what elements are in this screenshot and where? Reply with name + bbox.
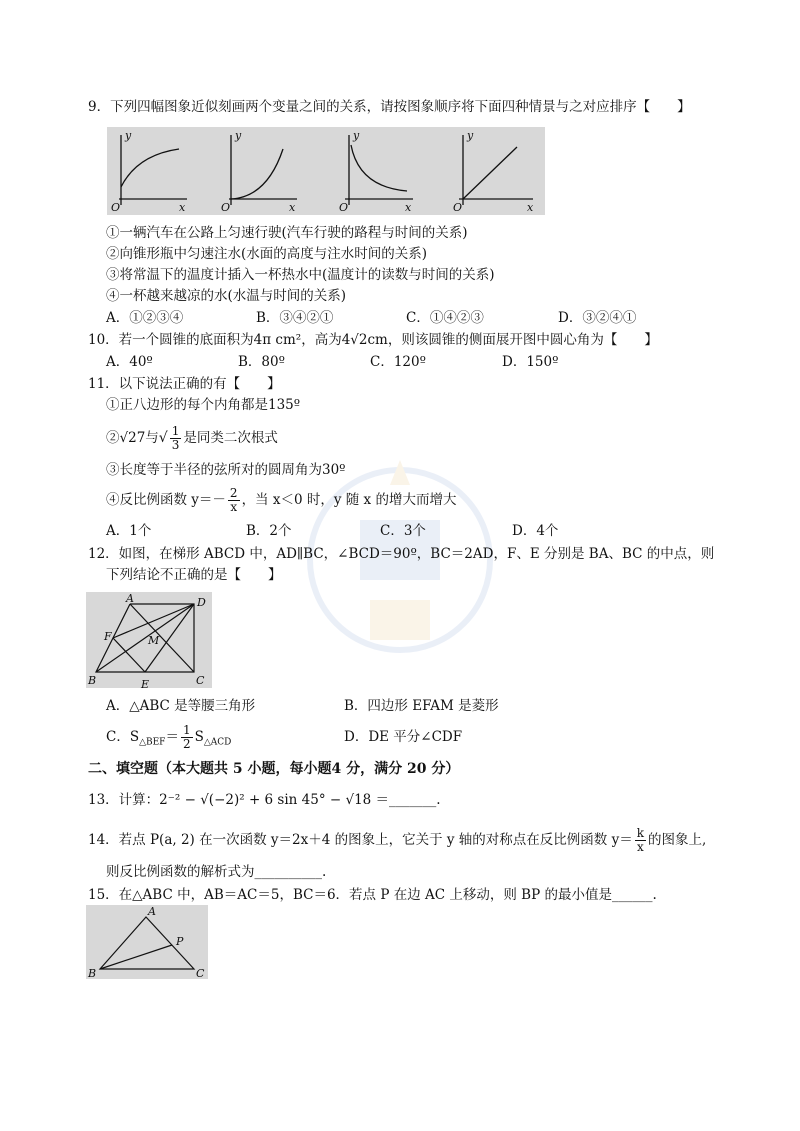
q9-situation-2: ②向锥形瓶中匀速注水(水面的高度与注水时间的关系) bbox=[106, 246, 428, 262]
q12-option-d: D．DE 平分∠CDF bbox=[344, 729, 463, 745]
q9-option-a: A．①②③④ bbox=[106, 310, 184, 326]
g2-x-label: x bbox=[289, 201, 296, 214]
g2-origin: O bbox=[221, 201, 231, 214]
q11-s4-fraction: $\frac{2}{x}$ bbox=[229, 486, 238, 514]
q11-statement-2: ②√27与√ $\frac{1}{3}$ 是同类二次根式 bbox=[106, 424, 278, 452]
q10-option-b: B．80º bbox=[238, 354, 285, 370]
q9-option-b: B．③④②① bbox=[256, 310, 334, 326]
q14-line1: 14．若点 P(a, 2) 在一次函数 y＝2x＋4 的图象上，它关于 y 轴的对称点在反比例函数 y＝ $\frac{k}{x}$ 的图象上, bbox=[88, 826, 707, 854]
q9-situation-1: ①一辆汽车在公路上匀速行驶(汽车行驶的路程与时间的关系) bbox=[106, 225, 468, 241]
q11-s2-fraction: $\frac{1}{3}$ bbox=[171, 424, 180, 452]
g4-x-label: x bbox=[527, 201, 534, 214]
q12-stem-line2: 下列结论不正确的是【 】 bbox=[106, 567, 282, 583]
q11-statement-3: ③长度等于半径的弦所对的圆周角为30º bbox=[106, 462, 346, 478]
q9-stem: 9．下列四幅图象近似刻画两个变量之间的关系，请按图象顺序将下面四种情景与之对应排序【 】 bbox=[88, 99, 691, 115]
q9-graphs bbox=[107, 127, 545, 215]
q15-label-a: A bbox=[148, 905, 156, 918]
q11-option-a: A．1个 bbox=[106, 523, 152, 539]
q10-stem: 10．若一个圆锥的底面积为4π cm²，高为4√2cm，则该圆锥的侧面展开图中圆心角为【 】 bbox=[88, 332, 658, 348]
g4-y-label: y bbox=[467, 129, 474, 142]
q9-option-c: C．①④②③ bbox=[406, 310, 484, 326]
q12-stem-line1: 12．如图，在梯形 ABCD 中，AD∥BC，∠BCD＝90º，BC＝2AD，F、E 分别是 BA、BC 的中点，则 bbox=[88, 546, 715, 562]
q12-option-a: A．△ABC 是等腰三角形 bbox=[106, 698, 256, 714]
q12-trapezoid-figure bbox=[86, 592, 212, 688]
g4-origin: O bbox=[453, 201, 463, 214]
q15-label-c: C bbox=[196, 967, 205, 979]
q15-text: 15．在△ABC 中，AB＝AC＝5，BC＝6．若点 P 在边 AC 上移动，则 BP 的最小值是______. bbox=[88, 887, 657, 903]
q15-label-b: B bbox=[88, 967, 97, 979]
q10-option-c: C．120º bbox=[370, 354, 426, 370]
q12-label-f: F bbox=[104, 630, 112, 643]
q12-label-b: B bbox=[88, 674, 97, 687]
q12-option-b: B．四边形 EFAM 是菱形 bbox=[344, 698, 499, 714]
q9-situation-3: ③将常温下的温度计插入一杯热水中(温度计的读数与时间的关系) bbox=[106, 267, 495, 283]
q14-line2: 则反比例函数的解析式为__________. bbox=[106, 864, 327, 880]
g1-y-label: y bbox=[125, 129, 132, 142]
q15-triangle-figure bbox=[86, 905, 208, 979]
g2-y-label: y bbox=[235, 129, 242, 142]
q9-option-d: D．③②④① bbox=[558, 310, 637, 326]
section-2-title: 二、填空题（本大题共 5 小题，每小题4 分，满分 20 分） bbox=[88, 761, 460, 777]
g1-x-label: x bbox=[179, 201, 186, 214]
q10-option-a: A．40º bbox=[106, 354, 153, 370]
q11-option-c: C．3个 bbox=[380, 523, 426, 539]
q11-s2-pre: ②√27与 bbox=[106, 430, 159, 446]
q11-stem: 11．以下说法正确的有【 】 bbox=[88, 376, 281, 392]
g3-origin: O bbox=[339, 201, 349, 214]
q9-situation-4: ④一杯越来越凉的水(水温与时间的关系) bbox=[106, 288, 347, 304]
q12-label-c: C bbox=[196, 674, 205, 687]
q11-option-d: D．4个 bbox=[512, 523, 559, 539]
q12-label-a: A bbox=[126, 592, 134, 605]
q11-statement-1: ①正八边形的每个内角都是135º bbox=[106, 397, 301, 413]
q12-label-e: E bbox=[141, 678, 150, 688]
g1-origin: O bbox=[111, 201, 121, 214]
g3-x-label: x bbox=[405, 201, 412, 214]
q11-statement-4: ④反比例函数 y＝－ $\frac{2}{x}$ ，当 x＜0 时，y 随 x 的增大而增大 bbox=[106, 486, 457, 514]
q15-label-p: P bbox=[176, 935, 184, 948]
q11-option-b: B．2个 bbox=[246, 523, 292, 539]
q10-option-d: D．150º bbox=[502, 354, 559, 370]
g3-y-label: y bbox=[353, 129, 360, 142]
q13-text: 13．计算：2⁻² − √(−2)² + 6 sin 45° − √18 ＝_______. bbox=[88, 792, 441, 808]
q11-s2-post: 是同类二次根式 bbox=[183, 430, 278, 446]
q12-label-d: D bbox=[197, 596, 206, 609]
q12-option-c: C．$S_{\triangle BEF}=$ $\frac{1}{2}$ $S_{\triangle ACD}$ bbox=[106, 723, 232, 751]
q12-label-m: M bbox=[148, 634, 160, 647]
